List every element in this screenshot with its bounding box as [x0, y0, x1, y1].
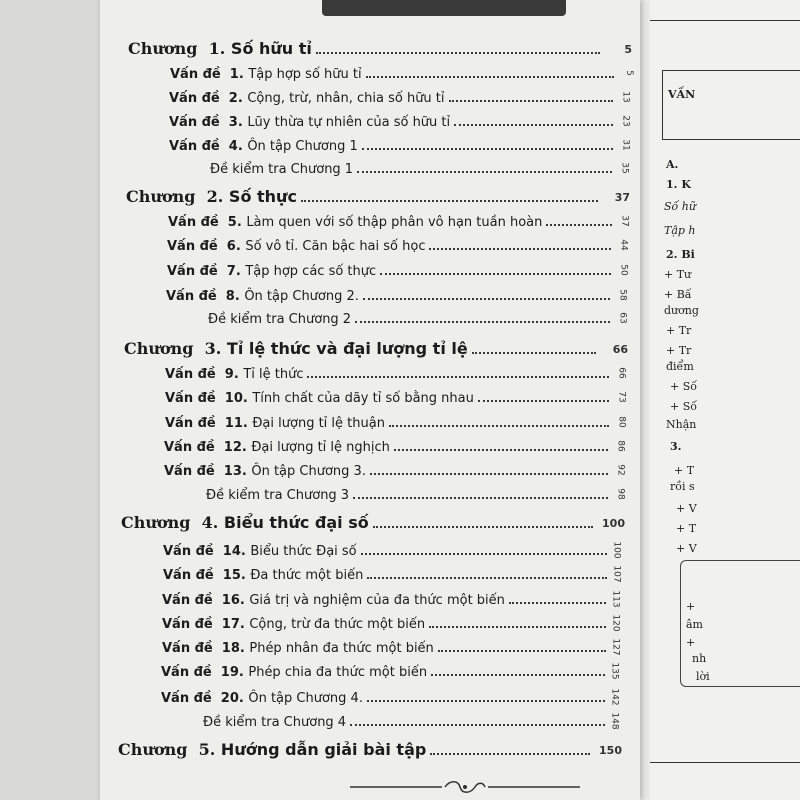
toc-chapter — [100, 510, 640, 534]
toc-number: 2. — [219, 91, 248, 106]
right-page-title-box — [662, 70, 800, 140]
toc-entry-text — [165, 367, 303, 382]
toc-page-number: 63 — [617, 312, 628, 324]
toc-page-number: 107 — [611, 565, 622, 583]
toc-title: Biểu thức Đại số — [250, 544, 357, 559]
toc-leader-dots — [362, 148, 613, 150]
toc-number: 1. — [197, 39, 231, 58]
toc-number: 3. — [219, 115, 248, 130]
right-page-bottom-line — [650, 762, 800, 763]
toc-number: 1. — [220, 67, 249, 82]
toc-leader-dots — [367, 577, 607, 579]
toc-entry-text — [161, 665, 427, 680]
toc-problem — [100, 586, 640, 610]
toc-number: 4. — [190, 513, 224, 532]
toc-problem — [100, 457, 640, 481]
toc-title: Tính chất của dãy tỉ số bằng nhau — [252, 391, 474, 406]
toc-leader-dots — [367, 700, 605, 702]
toc-leader-dots — [438, 650, 606, 652]
toc-title: Số vô tỉ. Căn bậc hai số học — [245, 239, 426, 254]
toc-entry-text — [166, 289, 359, 304]
toc-prefix: Vấn đề — [164, 464, 215, 479]
toc-title: Tập hợp số hữu tỉ — [248, 67, 362, 82]
toc-entry-text — [121, 513, 369, 532]
toc-entry-text — [210, 162, 353, 177]
toc-page-number: 5 — [624, 70, 635, 76]
toc-leader-dots — [366, 76, 614, 78]
right-page-text: + T — [674, 464, 695, 477]
toc-leader-dots — [394, 449, 608, 451]
right-page-text: + Tr — [666, 344, 692, 357]
toc-page-number: 58 — [617, 289, 628, 301]
toc-page-number: 35 — [619, 162, 630, 174]
toc-prefix: Vấn đề — [165, 391, 216, 406]
toc-entry-text — [163, 568, 363, 583]
toc-entry-text — [169, 91, 445, 106]
toc-page-number: 50 — [618, 264, 629, 276]
toc-leader-dots — [353, 497, 608, 499]
toc-number: 15. — [213, 568, 251, 583]
toc-entry-text — [128, 39, 312, 58]
toc-entry-text — [164, 464, 366, 479]
right-page-text: + — [686, 600, 696, 613]
right-page-top-line — [650, 20, 800, 21]
toc-page-number: 66 — [616, 367, 627, 379]
toc-page-number: 44 — [618, 239, 629, 251]
toc-prefix: Chương — [121, 513, 191, 532]
toc-title: Lũy thừa tự nhiên của số hữu tỉ — [247, 115, 451, 130]
toc-title: Đề kiểm tra Chương 3 — [206, 488, 350, 503]
toc-title: Phép nhân đa thức một biến — [249, 641, 434, 656]
toc-chapter — [100, 336, 640, 360]
right-page-text: Tập h — [664, 224, 696, 237]
toc-number: 17. — [212, 617, 250, 632]
toc-leader-dots — [316, 52, 600, 54]
toc-page-number: 73 — [616, 391, 627, 403]
toc-prefix: Vấn đề — [169, 139, 220, 154]
toc-prefix: Vấn đề — [169, 115, 220, 130]
toc-prefix: Vấn đề — [163, 544, 214, 559]
toc-prefix: Chương — [126, 187, 196, 206]
toc-title: Tỉ lệ thức — [243, 367, 304, 382]
toc-leader-dots — [361, 553, 607, 555]
toc-page-number: 66 — [612, 343, 628, 356]
toc-number: 7. — [217, 264, 246, 279]
toc-title: Tập hợp các số thực — [245, 264, 377, 279]
toc-number: 8. — [216, 289, 245, 304]
toc-title: Đề kiểm tra Chương 1 — [210, 162, 354, 177]
toc-title: Đại lượng tỉ lệ thuận — [252, 416, 385, 431]
toc-page-number: 100 — [602, 517, 625, 530]
toc-number: 2. — [195, 187, 229, 206]
right-page-text: dương — [664, 304, 699, 317]
header-tab — [322, 0, 566, 16]
right-page-text: điểm — [666, 360, 694, 373]
toc-prefix: Vấn đề — [164, 440, 215, 455]
toc-entry-text — [165, 391, 474, 406]
toc-number: 14. — [213, 544, 251, 559]
toc-problem — [100, 84, 640, 108]
toc-leader-dots — [449, 100, 613, 102]
toc-entry-text — [162, 617, 425, 632]
toc-title: Đại lượng tỉ lệ nghịch — [251, 440, 390, 455]
toc-problem — [100, 257, 640, 281]
right-page-text: + Số — [670, 380, 697, 393]
toc-entry-text — [164, 440, 390, 455]
toc-leader-dots — [357, 171, 612, 173]
toc-number: 12. — [214, 440, 252, 455]
toc-title: Số thực — [228, 187, 297, 206]
toc-problem — [100, 360, 640, 384]
toc-leader-dots — [301, 200, 598, 202]
toc-title: Ôn tập Chương 4. — [248, 691, 363, 706]
toc-leader-dots — [546, 224, 612, 226]
toc-title: Cộng, trừ đa thức một biến — [249, 617, 426, 632]
toc-page-number: 5 — [624, 43, 632, 56]
toc-title: Giá trị và nghiệm của đa thức một biến — [249, 593, 505, 608]
toc-problem — [100, 108, 640, 132]
right-page-text: Nhận — [666, 418, 697, 431]
toc-entry-text — [165, 416, 385, 431]
toc-number: 13. — [214, 464, 252, 479]
toc-title: Làm quen với số thập phân vô hạn tuần hoàn — [246, 215, 543, 230]
toc-prefix: Vấn đề — [167, 239, 218, 254]
toc-leader-dots — [363, 298, 610, 300]
toc-problem — [100, 60, 640, 84]
toc-entry-text — [169, 115, 450, 130]
toc-page-number: 150 — [599, 744, 622, 757]
right-page-text: + Tr — [666, 324, 692, 337]
ornament-divider — [350, 778, 580, 796]
toc-chapter — [100, 36, 640, 60]
toc-leader-dots — [472, 352, 596, 354]
toc-leader-dots — [431, 674, 605, 676]
toc-page-number: 31 — [620, 139, 631, 151]
toc-leader-dots — [370, 473, 608, 475]
right-page-text: lời — [696, 670, 710, 683]
toc-number: 9. — [215, 367, 244, 382]
toc-problem — [100, 610, 640, 634]
toc-problem — [100, 132, 640, 156]
table-of-contents-page — [100, 0, 640, 800]
toc-prefix: Chương — [128, 39, 198, 58]
toc-page-number: 100 — [611, 541, 622, 559]
toc-chapter — [100, 184, 640, 208]
toc-page-number: 92 — [615, 464, 626, 476]
toc-prefix: Vấn đề — [162, 593, 213, 608]
right-page-text: rồi s — [670, 480, 695, 493]
right-page-text: 2. Bi — [666, 248, 695, 261]
toc-prefix: Vấn đề — [167, 264, 218, 279]
toc-prefix: Vấn đề — [162, 617, 213, 632]
toc-leader-dots — [389, 425, 609, 427]
toc-entry-text — [170, 67, 362, 82]
toc-prefix: Vấn đề — [165, 367, 216, 382]
right-page-text: + Số — [670, 400, 697, 413]
toc-leader-dots — [355, 321, 610, 323]
right-page-text: + — [686, 636, 696, 649]
toc-leader-dots — [429, 248, 611, 250]
right-page-text: + T — [676, 522, 697, 535]
toc-number: 6. — [217, 239, 246, 254]
toc-page-number: 135 — [609, 662, 620, 680]
toc-number: 16. — [212, 593, 250, 608]
toc-problem — [100, 208, 640, 232]
toc-entry-text — [167, 239, 425, 254]
right-page-text: + Bấ — [664, 288, 692, 301]
toc-page-number: 37 — [614, 191, 630, 204]
toc-prefix: Vấn đề — [161, 665, 212, 680]
toc-problem — [100, 232, 640, 256]
toc-entry-text — [126, 187, 297, 206]
toc-prefix: Vấn đề — [163, 568, 214, 583]
toc-number: 5. — [187, 740, 221, 759]
toc-problem — [100, 561, 640, 585]
toc-exam — [100, 155, 640, 179]
toc-page-number: 142 — [609, 688, 620, 706]
right-page-text: âm — [686, 618, 703, 631]
toc-problem — [100, 433, 640, 457]
toc-entry-text — [162, 593, 505, 608]
toc-title: Ôn tập Chương 2. — [244, 289, 359, 304]
toc-page-number: 86 — [615, 440, 626, 452]
toc-entry-text — [169, 139, 358, 154]
toc-title: Phép chia đa thức một biến — [248, 665, 428, 680]
toc-leader-dots — [430, 753, 590, 755]
adjacent-page — [650, 0, 800, 800]
toc-leader-dots — [350, 724, 605, 726]
toc-entry-text — [206, 488, 349, 503]
toc-exam — [100, 305, 640, 329]
toc-chapter — [100, 737, 640, 761]
toc-page-number: 98 — [615, 488, 626, 500]
left-margin — [0, 0, 100, 800]
toc-exam — [100, 481, 640, 505]
toc-prefix: Vấn đề — [170, 67, 221, 82]
toc-leader-dots — [454, 124, 613, 126]
toc-page-number: 13 — [620, 91, 631, 103]
toc-leader-dots — [478, 400, 609, 402]
toc-problem — [100, 634, 640, 658]
toc-page-number: 148 — [609, 712, 620, 730]
toc-page-number: 23 — [620, 115, 631, 127]
right-page-text: + V — [676, 502, 697, 515]
toc-number: 4. — [219, 139, 248, 154]
toc-prefix: Vấn đề — [166, 289, 217, 304]
toc-problem — [100, 537, 640, 561]
toc-leader-dots — [307, 376, 609, 378]
toc-prefix: Vấn đề — [165, 416, 216, 431]
toc-problem — [100, 384, 640, 408]
right-page-text: Số hữ — [664, 200, 696, 213]
toc-number: 5. — [218, 215, 247, 230]
toc-entry-text — [208, 312, 351, 327]
toc-title: Số hữu tỉ — [230, 39, 312, 58]
toc-number: 10. — [215, 391, 253, 406]
toc-entry-text — [124, 339, 468, 358]
toc-number: 19. — [211, 665, 249, 680]
toc-page-number: 120 — [610, 614, 621, 632]
toc-title: Đa thức một biến — [250, 568, 364, 583]
toc-leader-dots — [509, 602, 606, 604]
toc-page-number: 80 — [616, 416, 627, 428]
toc-entry-text — [162, 641, 434, 656]
right-page-text: + V — [676, 542, 697, 555]
toc-title: Ôn tập Chương 3. — [251, 464, 366, 479]
toc-prefix: Vấn đề — [162, 641, 213, 656]
toc-entry-text — [163, 544, 357, 559]
toc-entry-text — [167, 264, 376, 279]
toc-prefix: Vấn đề — [169, 91, 220, 106]
toc-exam — [100, 708, 640, 732]
toc-entry-text — [203, 715, 346, 730]
toc-title: Tỉ lệ thức và đại lượng tỉ lệ — [226, 339, 468, 358]
toc-entry-text — [168, 215, 542, 230]
toc-problem — [100, 409, 640, 433]
toc-title: Đề kiểm tra Chương 4 — [203, 715, 347, 730]
right-page-text: + Tư — [664, 268, 692, 281]
toc-title: Biểu thức đại số — [223, 513, 369, 532]
right-page-text: VẤN — [668, 88, 696, 101]
toc-leader-dots — [380, 273, 611, 275]
toc-number: 11. — [215, 416, 253, 431]
toc-prefix: Chương — [124, 339, 194, 358]
toc-page-number: 113 — [610, 590, 621, 608]
toc-title: Ôn tập Chương 1 — [247, 139, 358, 154]
toc-entry-text — [161, 691, 363, 706]
toc-problem — [100, 282, 640, 306]
toc-leader-dots — [429, 626, 606, 628]
right-page-text: nh — [692, 652, 707, 665]
toc-title: Cộng, trừ, nhân, chia số hữu tỉ — [247, 91, 445, 106]
toc-page-number: 37 — [619, 215, 630, 227]
toc-number: 18. — [212, 641, 250, 656]
toc-leader-dots — [373, 526, 593, 528]
toc-prefix: Vấn đề — [161, 691, 212, 706]
toc-prefix: Vấn đề — [168, 215, 219, 230]
right-page-text: 3. — [670, 440, 682, 453]
toc-page-number: 127 — [610, 638, 621, 656]
toc-title: Đề kiểm tra Chương 2 — [208, 312, 352, 327]
toc-entry-text — [118, 740, 426, 759]
toc-number: 3. — [193, 339, 227, 358]
toc-number: 20. — [211, 691, 249, 706]
toc-problem — [100, 684, 640, 708]
toc-prefix: Chương — [118, 740, 188, 759]
toc-problem — [100, 658, 640, 682]
right-page-text: 1. K — [666, 178, 691, 191]
right-page-text: A. — [666, 158, 679, 171]
toc-title: Hướng dẫn giải bài tập — [220, 740, 427, 759]
